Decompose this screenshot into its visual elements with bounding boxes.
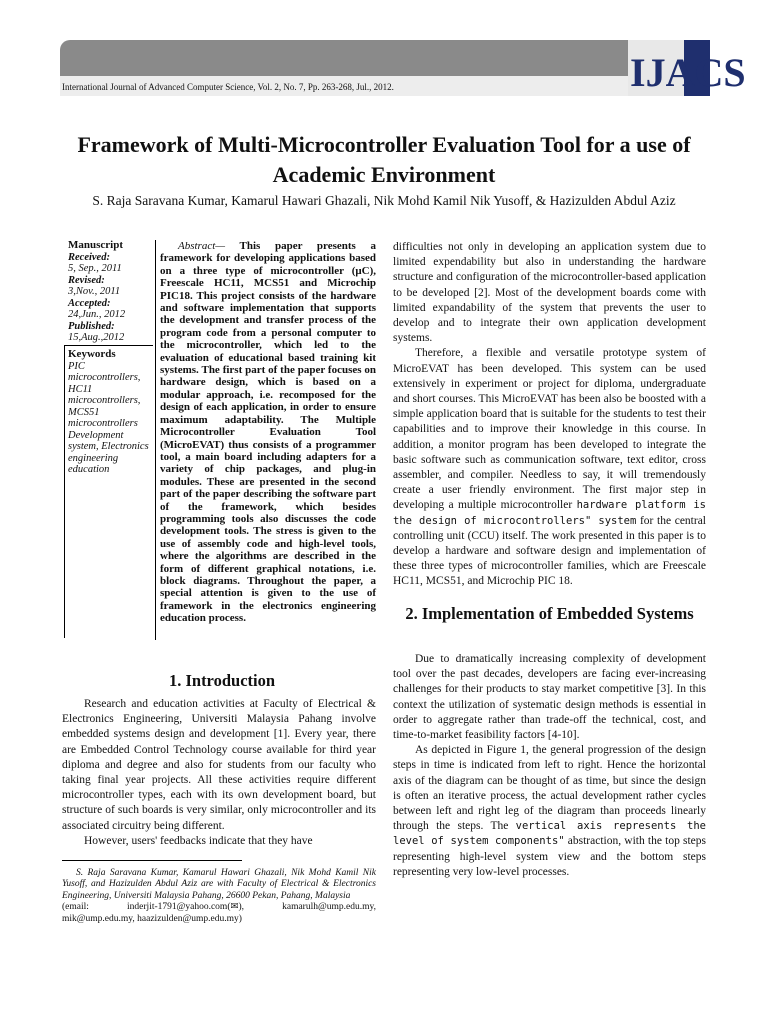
intro-paragraph-1: Research and education activities at Faculty of Electrical & Electronics Engineering, Universiti Malaysia Pahang involve embedded systems design and development [1]. Every year, there are Embedded Control Technology course available for third year diploma and degree and also for students from our faculty who taking final year projects. All these activities require different microcontroller types, each with its own development board, but structure of such boards is very similar, only microcontroller and its associated circuitry being different. bbox=[62, 698, 376, 832]
right-paragraph-2 bbox=[393, 346, 706, 589]
received-label: Received: bbox=[68, 251, 110, 263]
journal-citation: International Journal of Advanced Computer Science, Vol. 2, No. 7, Pp. 263-268, Jul., 2012. bbox=[62, 82, 394, 92]
revised-date: 3,Nov., 2011 bbox=[68, 286, 121, 297]
footnote-email: (email: inderjit-1791@yahoo.com(✉), kamarulh@ump.edu.my, mik@ump.edu.my, haazizulden@ump.edu.my) bbox=[62, 902, 376, 924]
author-footnote bbox=[62, 868, 376, 925]
accepted-label: Accepted: bbox=[68, 297, 111, 309]
logo-text: IJACS bbox=[630, 50, 746, 95]
abstract-text: This paper presents a framework for developing applications based on a three type of microcontroller (μC), Freescale HC11, MCS51 and Microchip PIC18. This project consists of the hardware and software implementation that supports the development and transfer process of the program code from a personal computer to the microcontroller, which led to the evaluation of educational based training kit systems. The first part of the paper focuses on hardware design, which is based on a modular approach, i.e. recomposed for the design of each application, in order to ensure maximum adaptability. The Multiple Microcontroller Evaluation Tool (MicroEVAT) thus consists of a programmer tool, a main board including adapters for a variety of chip packages, and plug-in modules. These are presented in the second part of the paper describing the software part of the framework, which besides programming tools also discusses the code development tools. The stress is given to the use of assembly code and high-level tools, where the algorithms are described in the form of different graphical notations, i.e. block diagrams. Throughout the paper, a special attention is given to the use of framework in the electronics engineering education process. bbox=[160, 240, 376, 625]
revised-label: Revised: bbox=[68, 274, 105, 286]
impl-paragraph-2-a: As depicted in Figure 1, the general progression of the design steps in time is indicated from left to right. Hence the horizontal axis of the diagram can be thought of as time, but since the design is often an iterative process, the actual development rather cycles between left and right leg of the diagram than proceeds linearly through the steps. The bbox=[393, 744, 706, 833]
published-date: 15,Aug.,2012 bbox=[68, 332, 125, 343]
impl-paragraph-2-mono: vertical axis represents the level of system components" bbox=[393, 820, 706, 848]
keywords bbox=[68, 349, 152, 476]
implementation-heading: 2. Implementation of Embedded Systems bbox=[405, 604, 694, 623]
footnote-text: S. Raja Saravana Kumar, Kamarul Hawari Ghazali, Nik Mohd Kamil Nik Yusoff, and Hazizulden Abdul Aziz are with Faculty of Electrical & Electronics Engineering, Universiti Malaysia Pahang, 26600 Pekan, Pahang, Malaysia bbox=[62, 868, 376, 901]
right-paragraph-2-a: Therefore, a flexible and versatile prototype system of MicroEVAT has been developed. This system can be used extensively in experiment or project for diploma, undergraduate and short courses. This MicroEVAT has been also be boosted with a simple application board that is suitable for the students to test their capabilities and to improve their knowledge in this course. In addition, a monitor program has been developed to integrate the basic software such as communication software, text editor, cross assembler, and compiler. Needless to say, it will tremendously create a user friendly environment. The first major step in developing a multiple microcontroller bbox=[393, 347, 706, 512]
impl-paragraph-2-b: abstraction, with the top steps representing high-level system view and the bottom steps representing very low-level processes. bbox=[393, 835, 707, 878]
right-column bbox=[393, 240, 706, 590]
implementation-body bbox=[393, 652, 706, 880]
right-paragraph-2-b: for the central controlling unit (CCU) itself. The work presented in this paper is to develop a hardware and software design and implementation of these three types of microcontroller families, which are Freescale HC11, MCS51, and Microchip PIC 18. bbox=[393, 514, 707, 588]
keywords-heading: Keywords bbox=[68, 348, 116, 360]
right-paragraph-1: difficulties not only in developing an application system due to limited expendability but also in understanding the hardware structure and configuration of the microcontroller-based application to be developed [2]. Most of the development boards come with limited expandability of the system that prevents the user to develop and to integrate their own application development systems. bbox=[393, 241, 706, 345]
intro-paragraph-2: However, users' feedbacks indicate that they have bbox=[84, 834, 313, 847]
footnote-rule bbox=[62, 860, 242, 861]
introduction-heading: 1. Introduction bbox=[168, 671, 276, 690]
right-paragraph-2-mono: hardware platform is the design of microcontrollers" system bbox=[393, 499, 706, 527]
impl-paragraph-2 bbox=[393, 743, 706, 880]
paper-title: Framework of Multi-Microcontroller Evaluation Tool for a use of Academic Environment bbox=[77, 132, 691, 187]
accepted-date: 24,Jun., 2012 bbox=[68, 309, 126, 320]
impl-paragraph-1: Due to dramatically increasing complexity of development tool over the past decades, developers are facing ever-increasing challenges for their products to stay market competitive [3]. In this context the utilization of systematic design methods is essential in order to aggregate rather than trade-off the technical, cost, and time-to-market feasibility factors [4-10]. bbox=[393, 653, 706, 742]
keywords-list: PIC microcontrollers, HC11 microcontrollers, MCS51 microcontrollers Development system, Electronics engineering education bbox=[68, 360, 149, 475]
received-date: 5, Sep., 2011 bbox=[68, 263, 122, 274]
published-label: Published: bbox=[68, 320, 115, 332]
introduction-body bbox=[62, 697, 376, 849]
abstract bbox=[160, 240, 376, 625]
manuscript-history bbox=[68, 240, 154, 344]
abstract-label: Abstract— bbox=[178, 240, 226, 252]
manuscript-heading: Manuscript bbox=[68, 239, 123, 251]
abstract-divider bbox=[155, 240, 156, 640]
ijacs-logo bbox=[628, 40, 746, 96]
paper-authors: S. Raja Saravana Kumar, Kamarul Hawari Ghazali, Nik Mohd Kamil Nik Yusoff, & Hazizulden Abdul Aziz bbox=[92, 193, 676, 208]
